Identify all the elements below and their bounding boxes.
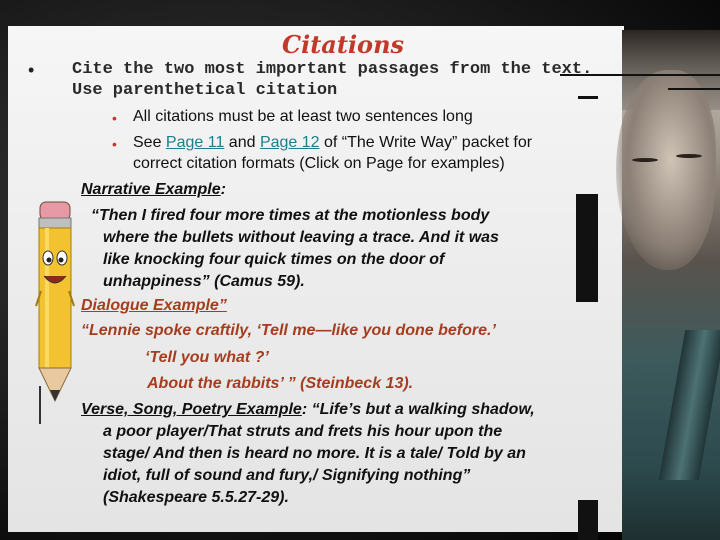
sub-bullet-2-suffix: of “The Write Way” packet for [319, 134, 533, 151]
narrative-line-3: like knocking four quick times on the door of [103, 251, 445, 268]
photo-panel [622, 30, 720, 540]
dialogue-label: Dialogue Example” [81, 297, 227, 314]
sub-bullet-2-line-2: correct citation formats (Click on Page for examples) [133, 155, 505, 172]
narrative-line-2: where the bullets without leaving a trace. And it was [103, 229, 499, 246]
dialogue-line-1: “Lennie spoke craftily, ‘Tell me—like you done before.’ [81, 322, 496, 339]
photo-line-bar [668, 88, 720, 90]
sub-bullet-2-middle: and [224, 134, 260, 151]
photo-face [616, 70, 716, 270]
sub-bullet-2-prefix: See [133, 134, 166, 151]
bottom-black-bar [578, 500, 598, 540]
vertical-black-bar [576, 194, 598, 302]
narrative-line-4: unhappiness” (Camus 59). [103, 273, 305, 290]
verse-label: Verse, Song, Poetry Example [81, 401, 302, 418]
verse-line-2: a poor player/That struts and frets his hour upon the [103, 423, 503, 440]
dialogue-line-2: ‘Tell you what ?’ [145, 349, 269, 366]
dialogue-line-3: About the rabbits’ ” (Steinbeck 13). [147, 375, 414, 392]
verse-line-1: : “Life’s but a walking shadow, [301, 401, 535, 418]
photo-eye-right [676, 154, 702, 158]
page-11-link[interactable]: Page 11 [165, 134, 225, 151]
narrative-heading [81, 181, 226, 199]
main-bullet-marker: • [28, 60, 35, 80]
verse-heading [81, 401, 535, 419]
page-12-link[interactable]: Page 12 [259, 134, 320, 151]
pencil-mascot-icon [32, 196, 78, 426]
sub-bullet-marker-2: • [112, 136, 117, 152]
photo-eye-left [632, 158, 658, 162]
page-title: Citations [282, 30, 405, 59]
narrative-line-1: “Then I fired four more times at the motionless body [91, 207, 490, 224]
sub-bullet-2 [133, 134, 532, 152]
narrative-colon: : [220, 181, 226, 198]
sub-bullet-marker-1: • [112, 110, 117, 126]
verse-line-4: idiot, full of sound and fury,/ Signifying nothing” [103, 467, 471, 484]
narrative-label: Narrative Example [81, 181, 221, 198]
verse-line-5: (Shakespeare 5.5.27-29). [103, 489, 289, 506]
photo-strap [659, 330, 720, 480]
main-bullet-line-1: Cite the two most important passages from the text. [72, 60, 593, 79]
main-bullet-line-2: Use parenthetical citation [72, 81, 338, 100]
verse-line-3: stage/ And then is heard no more. It is a tale/ Told by an [103, 445, 526, 462]
small-dash-bar [578, 96, 598, 99]
sub-bullet-1: All citations must be at least two sentences long [133, 108, 473, 125]
